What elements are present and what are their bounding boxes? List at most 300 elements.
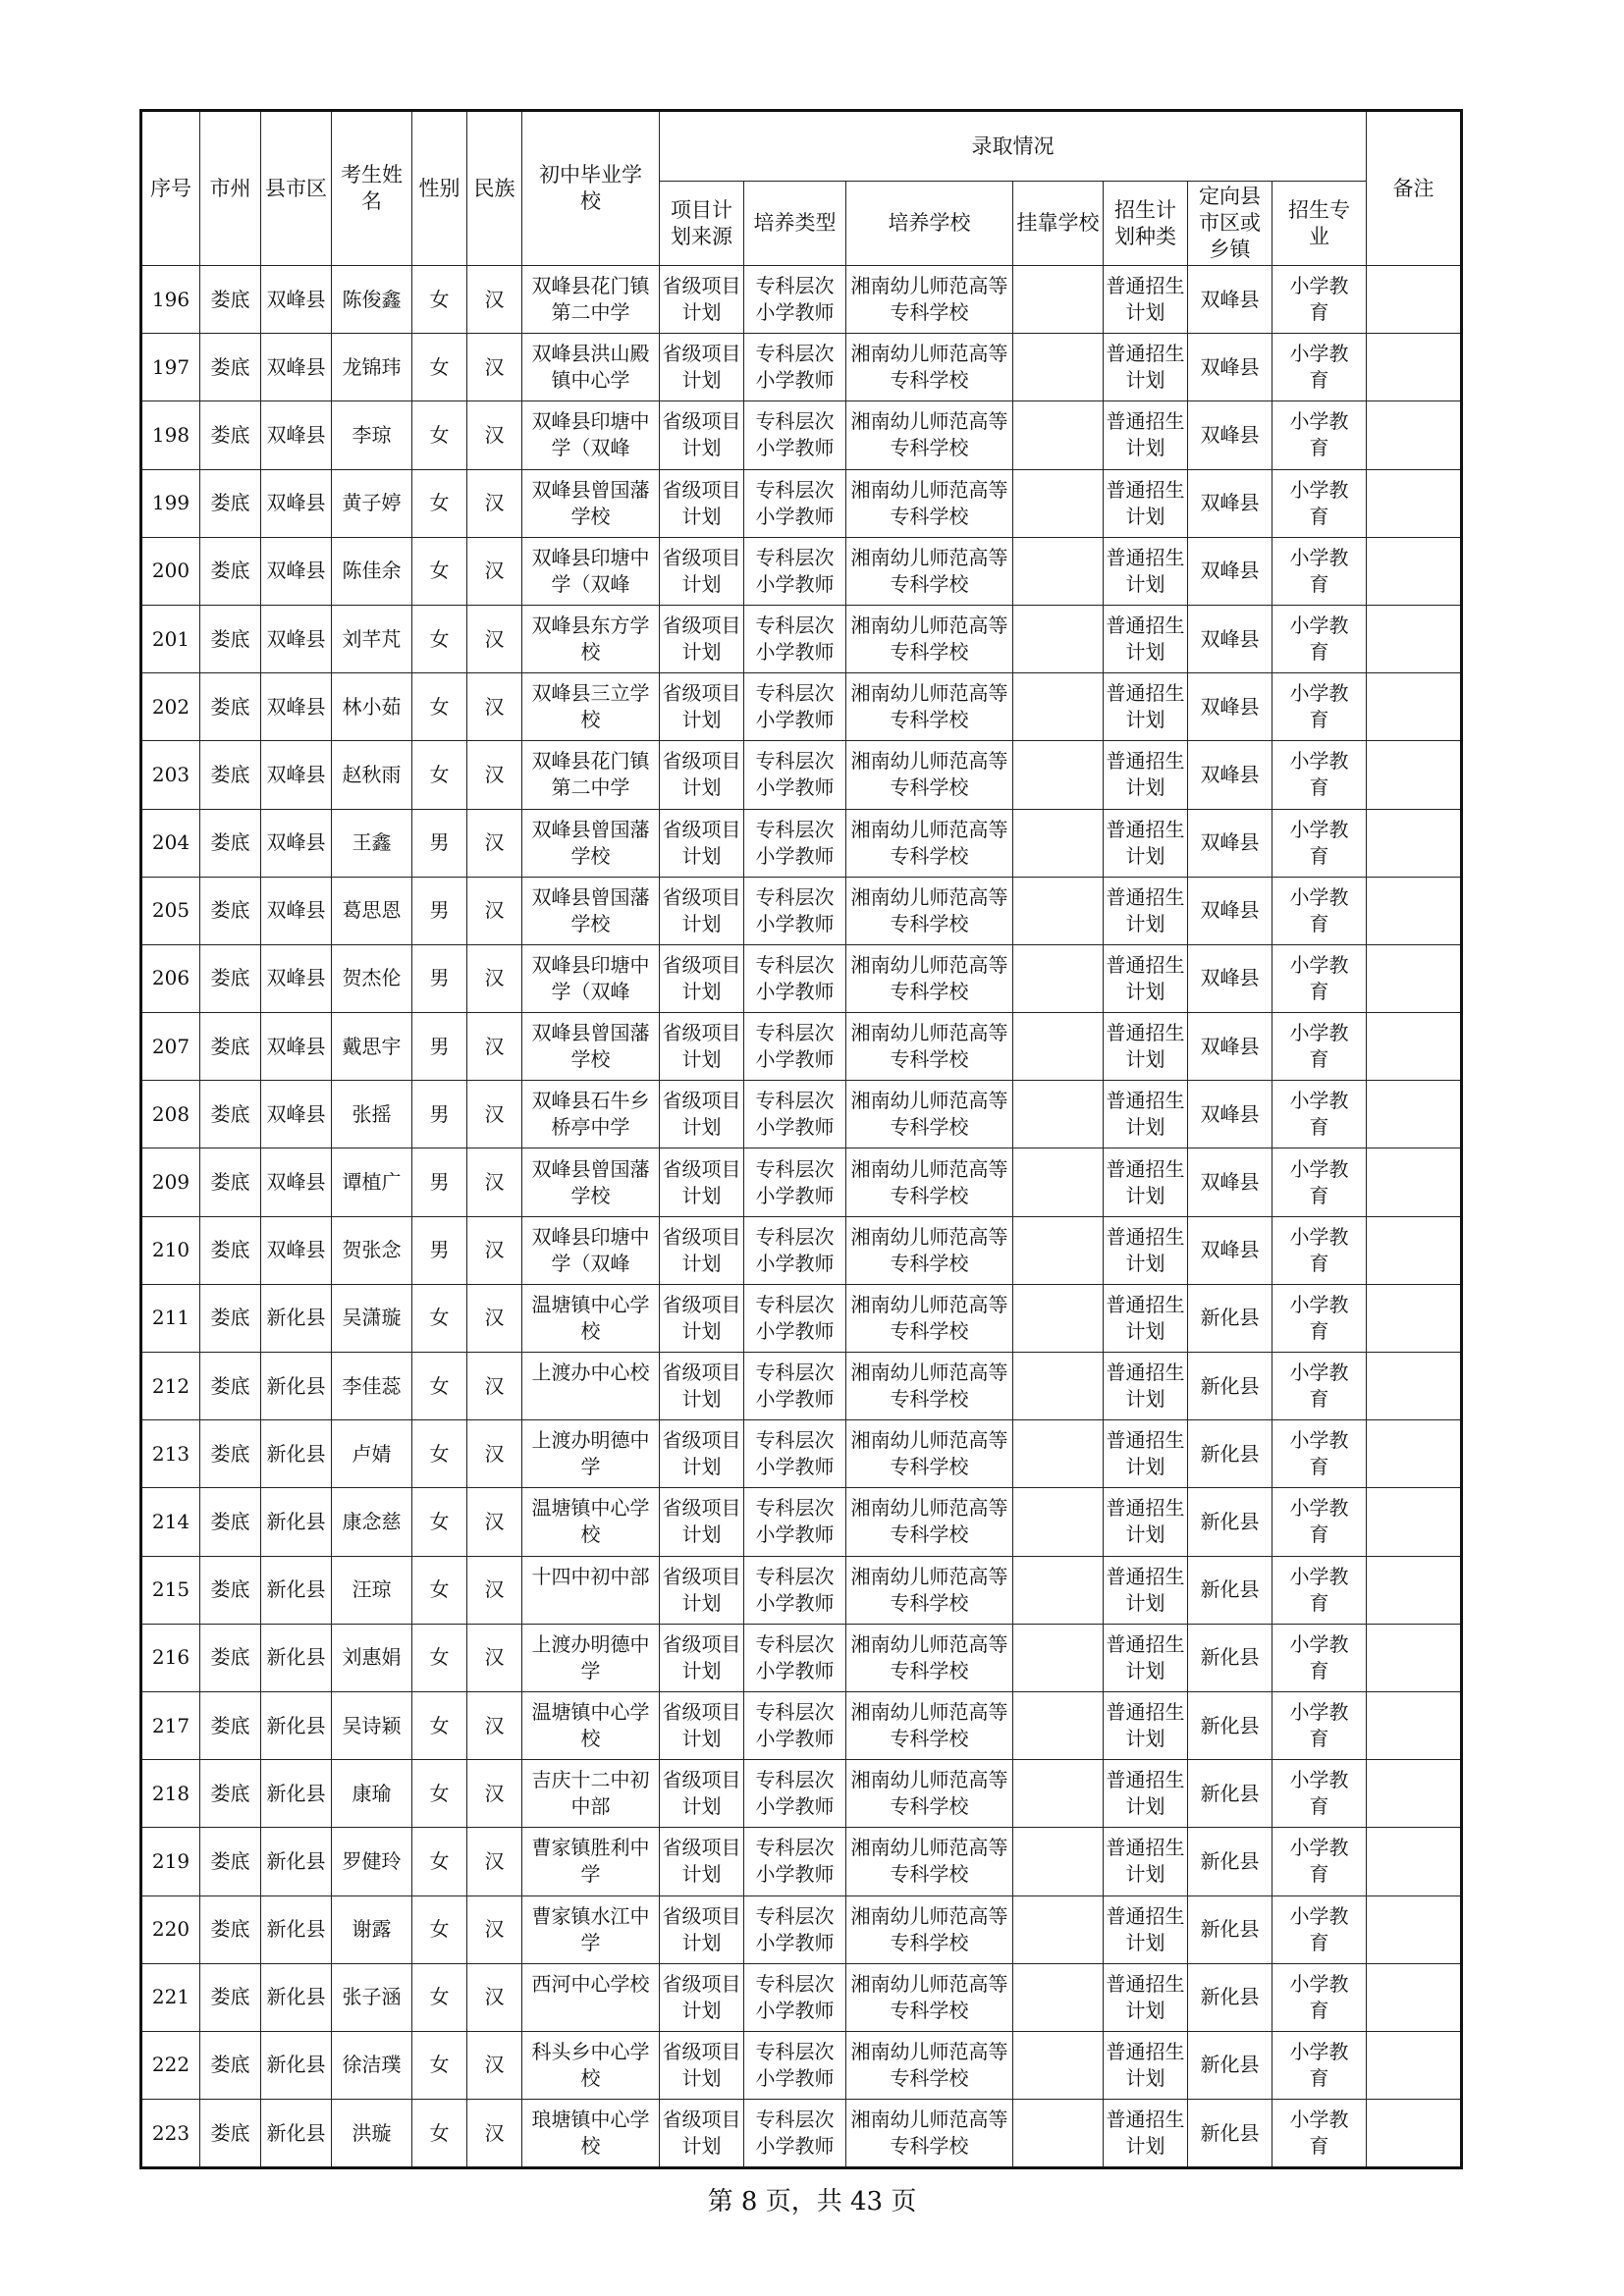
cell-seq: 222 [141,2031,200,2099]
header-plan-kind [1104,182,1188,266]
cell-training-school [846,1284,1013,1352]
cell-county: 新化县 [261,1353,332,1420]
cell-name: 李琼 [332,401,412,469]
cell-middle-school [522,741,660,809]
cell-training-school-text: 湘南幼儿师范高等专科学校 [850,1021,1008,1072]
cell-plan-source-text: 省级项目计划 [662,1700,741,1751]
cell-training-type [744,673,846,741]
cell-training-school [846,334,1013,401]
cell-city: 娄底 [200,2031,261,2099]
cell-plan-source [660,537,744,605]
cell-remarks [1367,1896,1462,1963]
cell-middle-school [522,1420,660,1488]
cell-training-school [846,1556,1013,1624]
cell-affiliated-school [1013,1013,1104,1081]
cell-plan-kind [1104,469,1188,537]
cell-name: 张摇 [332,1081,412,1148]
cell-training-type-text: 专科层次小学教师 [755,952,835,1003]
cell-city: 娄底 [200,741,261,809]
cell-name: 贺杰伦 [332,944,412,1012]
cell-middle-school [522,1963,660,2031]
cell-major-text: 小学教育 [1289,1156,1349,1207]
cell-remarks [1367,877,1462,944]
cell-county: 新化县 [261,1691,332,1759]
cell-affiliated-school [1013,2031,1104,2099]
cell-remarks [1367,673,1462,741]
cell-county: 双峰县 [261,537,332,605]
cell-plan-source [660,944,744,1012]
cell-ethnicity: 汉 [467,1556,522,1624]
cell-city: 娄底 [200,537,261,605]
cell-name: 葛思恩 [332,877,412,944]
cell-plan-kind-text: 普通招生计划 [1106,1903,1185,1954]
cell-middle-school-text: 双峰县印塘中学（双峰 [531,1224,650,1275]
cell-major [1272,673,1367,741]
cell-training-type-text: 专科层次小学教师 [755,2039,835,2090]
cell-name: 刘惠娟 [332,1624,412,1691]
cell-plan-source-text: 省级项目计划 [662,409,741,460]
cell-city: 娄底 [200,1148,261,1216]
cell-plan-source-text: 省级项目计划 [662,2108,741,2159]
cell-affiliated-school [1013,877,1104,944]
cell-plan-source [660,809,744,877]
cell-city: 娄底 [200,334,261,401]
cell-city: 娄底 [200,1624,261,1691]
header-city: 市州 [200,111,261,266]
header-training-school: 培养学校 [846,182,1013,266]
cell-name: 贺张念 [332,1216,412,1284]
cell-plan-kind [1104,809,1188,877]
cell-gender: 女 [412,537,467,605]
cell-major-text: 小学教育 [1289,2108,1349,2159]
cell-training-type-text: 专科层次小学教师 [755,749,835,800]
cell-county: 双峰县 [261,469,332,537]
cell-city: 娄底 [200,1828,261,1896]
cell-plan-kind [1104,1284,1188,1352]
cell-training-school-text: 湘南幼儿师范高等专科学校 [850,1428,1008,1479]
cell-target-area: 新化县 [1188,2031,1272,2099]
cell-ethnicity: 汉 [467,809,522,877]
cell-plan-kind-text: 普通招生计划 [1106,545,1185,596]
cell-gender: 女 [412,334,467,401]
cell-gender: 男 [412,1216,467,1284]
cell-training-type [744,741,846,809]
cell-major [1272,809,1367,877]
cell-city: 娄底 [200,1760,261,1828]
cell-training-type [744,1216,846,1284]
cell-seq: 205 [141,877,200,944]
cell-affiliated-school [1013,1284,1104,1352]
cell-gender: 女 [412,1896,467,1963]
cell-training-type [744,334,846,401]
cell-training-type-text: 专科层次小学教师 [755,1836,835,1887]
cell-training-type [744,1963,846,2031]
cell-training-type-text: 专科层次小学教师 [755,1496,835,1547]
cell-training-type [744,2031,846,2099]
cell-training-school-text: 湘南幼儿师范高等专科学校 [850,409,1008,460]
cell-ethnicity: 汉 [467,1760,522,1828]
cell-training-type-text: 专科层次小学教师 [755,1224,835,1275]
cell-major [1272,469,1367,537]
cell-remarks [1367,1284,1462,1352]
cell-plan-kind-text: 普通招生计划 [1106,1564,1185,1615]
header-major [1272,182,1367,266]
cell-gender: 女 [412,266,467,334]
cell-ethnicity: 汉 [467,1013,522,1081]
cell-plan-kind-text: 普通招生计划 [1106,614,1185,665]
cell-training-school [846,741,1013,809]
cell-training-school [846,673,1013,741]
admission-table-container [139,109,1460,2169]
cell-affiliated-school [1013,1488,1104,1556]
cell-gender: 女 [412,1828,467,1896]
cell-plan-source [660,401,744,469]
cell-plan-kind-text: 普通招生计划 [1106,2108,1185,2159]
cell-middle-school-text: 双峰县石牛乡桥亭中学 [531,1089,650,1140]
cell-major-text: 小学教育 [1289,817,1349,868]
cell-training-school-text: 湘南幼儿师范高等专科学校 [850,274,1008,325]
cell-training-type-text: 专科层次小学教师 [755,1361,835,1412]
cell-middle-school-text: 吉庆十二中初中部 [531,1768,650,1819]
header-training-type: 培养类型 [744,182,846,266]
table-row [141,809,1462,877]
cell-training-school [846,1148,1013,1216]
cell-middle-school [522,1353,660,1420]
cell-major-text: 小学教育 [1289,884,1349,935]
cell-city: 娄底 [200,605,261,672]
cell-training-type-text: 专科层次小学教师 [755,1903,835,1954]
cell-city: 娄底 [200,401,261,469]
cell-target-area: 新化县 [1188,1963,1272,2031]
cell-major-text: 小学教育 [1289,1768,1349,1819]
table-row [141,741,1462,809]
cell-plan-source-text: 省级项目计划 [662,1496,741,1547]
cell-city: 娄底 [200,469,261,537]
cell-ethnicity: 汉 [467,1216,522,1284]
cell-ethnicity: 汉 [467,944,522,1012]
cell-plan-kind-text: 普通招生计划 [1106,1496,1185,1547]
cell-plan-kind [1104,1216,1188,1284]
cell-plan-source-text: 省级项目计划 [662,817,741,868]
cell-major [1272,944,1367,1012]
cell-training-type [744,1828,846,1896]
cell-county: 双峰县 [261,605,332,672]
cell-name: 康瑜 [332,1760,412,1828]
cell-training-type-text: 专科层次小学教师 [755,409,835,460]
cell-training-type [744,1013,846,1081]
table-row [141,401,1462,469]
cell-seq: 221 [141,1963,200,2031]
cell-major-text: 小学教育 [1289,1903,1349,1954]
cell-name: 张子涵 [332,1963,412,2031]
cell-middle-school-text: 双峰县曾国藩学校 [531,1021,650,1072]
cell-training-type [744,1896,846,1963]
cell-major [1272,537,1367,605]
cell-training-type [744,1624,846,1691]
cell-name: 卢婧 [332,1420,412,1488]
cell-training-school-text: 湘南幼儿师范高等专科学校 [850,614,1008,665]
cell-training-school-text: 湘南幼儿师范高等专科学校 [850,1700,1008,1751]
cell-plan-source [660,1556,744,1624]
cell-plan-source-text: 省级项目计划 [662,614,741,665]
cell-target-area: 新化县 [1188,1420,1272,1488]
cell-training-school-text: 湘南幼儿师范高等专科学校 [850,1292,1008,1343]
cell-gender: 男 [412,877,467,944]
header-major-text: 招生专业 [1288,197,1350,248]
cell-plan-source [660,1216,744,1284]
cell-seq: 211 [141,1284,200,1352]
cell-name: 龙锦玮 [332,334,412,401]
cell-gender: 女 [412,1556,467,1624]
cell-training-type [744,1420,846,1488]
cell-city: 娄底 [200,1216,261,1284]
cell-city: 娄底 [200,1488,261,1556]
cell-city: 娄底 [200,266,261,334]
cell-target-area: 新化县 [1188,1760,1272,1828]
cell-training-type-text: 专科层次小学教师 [755,1768,835,1819]
cell-training-school [846,1624,1013,1691]
cell-middle-school-text: 温塘镇中心学校 [531,1292,650,1343]
cell-seq: 204 [141,809,200,877]
table-row [141,1963,1462,2031]
cell-city: 娄底 [200,1420,261,1488]
cell-gender: 女 [412,741,467,809]
cell-training-school-text: 湘南幼儿师范高等专科学校 [850,952,1008,1003]
cell-training-type [744,944,846,1012]
cell-training-type [744,1353,846,1420]
cell-middle-school [522,1013,660,1081]
cell-plan-source [660,1488,744,1556]
table-row [141,1081,1462,1148]
cell-training-school-text: 湘南幼儿师范高等专科学校 [850,1564,1008,1615]
cell-major [1272,1013,1367,1081]
cell-training-school [846,1488,1013,1556]
cell-city: 娄底 [200,944,261,1012]
cell-major-text: 小学教育 [1289,342,1349,393]
cell-target-area: 双峰县 [1188,1081,1272,1148]
cell-plan-source-text: 省级项目计划 [662,1089,741,1140]
cell-gender: 女 [412,605,467,672]
cell-gender: 女 [412,1353,467,1420]
cell-city: 娄底 [200,2100,261,2168]
cell-major-text: 小学教育 [1289,1089,1349,1140]
cell-plan-kind [1104,1353,1188,1420]
cell-training-type-text: 专科层次小学教师 [755,1428,835,1479]
cell-major-text: 小学教育 [1289,545,1349,596]
cell-plan-source [660,469,744,537]
cell-remarks [1367,469,1462,537]
cell-middle-school [522,1148,660,1216]
cell-name: 谢露 [332,1896,412,1963]
cell-ethnicity: 汉 [467,605,522,672]
cell-middle-school [522,1081,660,1148]
cell-plan-kind-text: 普通招生计划 [1106,274,1185,325]
cell-middle-school [522,334,660,401]
cell-plan-kind-text: 普通招生计划 [1106,884,1185,935]
cell-major [1272,877,1367,944]
cell-affiliated-school [1013,809,1104,877]
cell-target-area: 新化县 [1188,1691,1272,1759]
cell-major-text: 小学教育 [1289,477,1349,528]
cell-plan-kind [1104,1760,1188,1828]
table-row [141,266,1462,334]
cell-remarks [1367,537,1462,605]
cell-major [1272,1148,1367,1216]
cell-target-area: 新化县 [1188,1284,1272,1352]
cell-county: 双峰县 [261,741,332,809]
cell-major [1272,2031,1367,2099]
cell-training-school [846,809,1013,877]
cell-affiliated-school [1013,537,1104,605]
cell-target-area: 双峰县 [1188,809,1272,877]
cell-middle-school-text: 曹家镇水江中学 [531,1903,650,1954]
cell-training-type-text: 专科层次小学教师 [755,1021,835,1072]
cell-city: 娄底 [200,809,261,877]
cell-training-type-text: 专科层次小学教师 [755,545,835,596]
cell-training-school-text: 湘南幼儿师范高等专科学校 [850,2039,1008,2090]
cell-major-text: 小学教育 [1289,681,1349,732]
header-plan-source [660,182,744,266]
cell-training-type [744,809,846,877]
cell-training-school [846,537,1013,605]
cell-name: 刘芊芃 [332,605,412,672]
cell-county: 新化县 [261,1420,332,1488]
cell-seq: 206 [141,944,200,1012]
cell-major [1272,1556,1367,1624]
cell-plan-source-text: 省级项目计划 [662,1836,741,1887]
cell-plan-source [660,1896,744,1963]
cell-training-type [744,537,846,605]
cell-middle-school [522,1488,660,1556]
cell-target-area: 双峰县 [1188,537,1272,605]
cell-plan-kind-text: 普通招生计划 [1106,952,1185,1003]
cell-target-area: 新化县 [1188,2100,1272,2168]
cell-ethnicity: 汉 [467,1488,522,1556]
cell-name: 罗健玲 [332,1828,412,1896]
cell-plan-kind-text: 普通招生计划 [1106,1768,1185,1819]
cell-middle-school-text: 温塘镇中心学校 [531,1496,650,1547]
cell-target-area: 双峰县 [1188,1148,1272,1216]
cell-ethnicity: 汉 [467,1148,522,1216]
cell-gender: 男 [412,1013,467,1081]
header-affiliated-school: 挂靠学校 [1013,182,1104,266]
cell-county: 双峰县 [261,673,332,741]
cell-training-type [744,1488,846,1556]
cell-ethnicity: 汉 [467,1963,522,2031]
cell-ethnicity: 汉 [467,537,522,605]
cell-seq: 201 [141,605,200,672]
cell-major [1272,1216,1367,1284]
cell-county: 双峰县 [261,266,332,334]
cell-name: 王鑫 [332,809,412,877]
cell-training-type-text: 专科层次小学教师 [755,274,835,325]
table-row [141,877,1462,944]
cell-remarks [1367,1828,1462,1896]
cell-middle-school [522,2031,660,2099]
table-row [141,2100,1462,2168]
cell-remarks [1367,1760,1462,1828]
cell-plan-kind [1104,1420,1188,1488]
cell-major-text: 小学教育 [1289,749,1349,800]
cell-target-area: 双峰县 [1188,944,1272,1012]
table-row [141,1624,1462,1691]
cell-plan-kind [1104,1963,1188,2031]
cell-training-school [846,605,1013,672]
cell-county: 双峰县 [261,1081,332,1148]
table-row [141,1556,1462,1624]
cell-training-type-text: 专科层次小学教师 [755,1564,835,1615]
table-row [141,1691,1462,1759]
cell-training-type-text: 专科层次小学教师 [755,614,835,665]
cell-training-type-text: 专科层次小学教师 [755,1631,835,1682]
cell-major-text: 小学教育 [1289,1564,1349,1615]
cell-gender: 女 [412,2100,467,2168]
cell-plan-kind [1104,877,1188,944]
cell-affiliated-school [1013,1081,1104,1148]
cell-gender: 男 [412,1148,467,1216]
cell-middle-school-text: 上渡办中心校 [531,1361,650,1385]
cell-plan-source-text: 省级项目计划 [662,1021,741,1072]
cell-target-area: 新化县 [1188,1624,1272,1691]
cell-plan-source [660,877,744,944]
cell-middle-school-text: 双峰县花门镇第二中学 [531,274,650,325]
cell-target-area: 双峰县 [1188,877,1272,944]
cell-remarks [1367,944,1462,1012]
cell-county: 新化县 [261,1963,332,2031]
cell-training-type-text: 专科层次小学教师 [755,884,835,935]
cell-county: 新化县 [261,1624,332,1691]
cell-affiliated-school [1013,1963,1104,2031]
cell-training-type [744,1148,846,1216]
cell-plan-kind-text: 普通招生计划 [1106,1361,1185,1412]
cell-seq: 203 [141,741,200,809]
cell-seq: 218 [141,1760,200,1828]
cell-plan-source [660,1624,744,1691]
cell-ethnicity: 汉 [467,401,522,469]
cell-training-school [846,266,1013,334]
cell-remarks [1367,1624,1462,1691]
cell-middle-school-text: 琅塘镇中心学校 [531,2108,650,2159]
cell-training-type-text: 专科层次小学教师 [755,477,835,528]
cell-ethnicity: 汉 [467,741,522,809]
cell-gender: 女 [412,1760,467,1828]
cell-middle-school-text: 西河中心学校 [531,1971,650,1996]
cell-middle-school-text: 双峰县曾国藩学校 [531,477,650,528]
cell-training-school-text: 湘南幼儿师范高等专科学校 [850,681,1008,732]
cell-training-type [744,266,846,334]
cell-target-area: 新化县 [1188,1556,1272,1624]
cell-seq: 215 [141,1556,200,1624]
cell-county: 双峰县 [261,334,332,401]
cell-city: 娄底 [200,1081,261,1148]
table-row [141,1896,1462,1963]
cell-plan-source [660,1828,744,1896]
cell-training-school-text: 湘南幼儿师范高等专科学校 [850,1089,1008,1140]
header-target-area-text: 定向县市区或乡镇 [1199,185,1261,261]
cell-training-school [846,1420,1013,1488]
cell-training-school [846,1963,1013,2031]
cell-target-area: 双峰县 [1188,1013,1272,1081]
cell-seq: 208 [141,1081,200,1148]
table-row [141,1013,1462,1081]
cell-affiliated-school [1013,2100,1104,2168]
table-row [141,1353,1462,1420]
cell-plan-kind-text: 普通招生计划 [1106,2039,1185,2090]
cell-major-text: 小学教育 [1289,2039,1349,2090]
cell-seq: 202 [141,673,200,741]
header-target-area [1188,182,1272,266]
cell-affiliated-school [1013,605,1104,672]
